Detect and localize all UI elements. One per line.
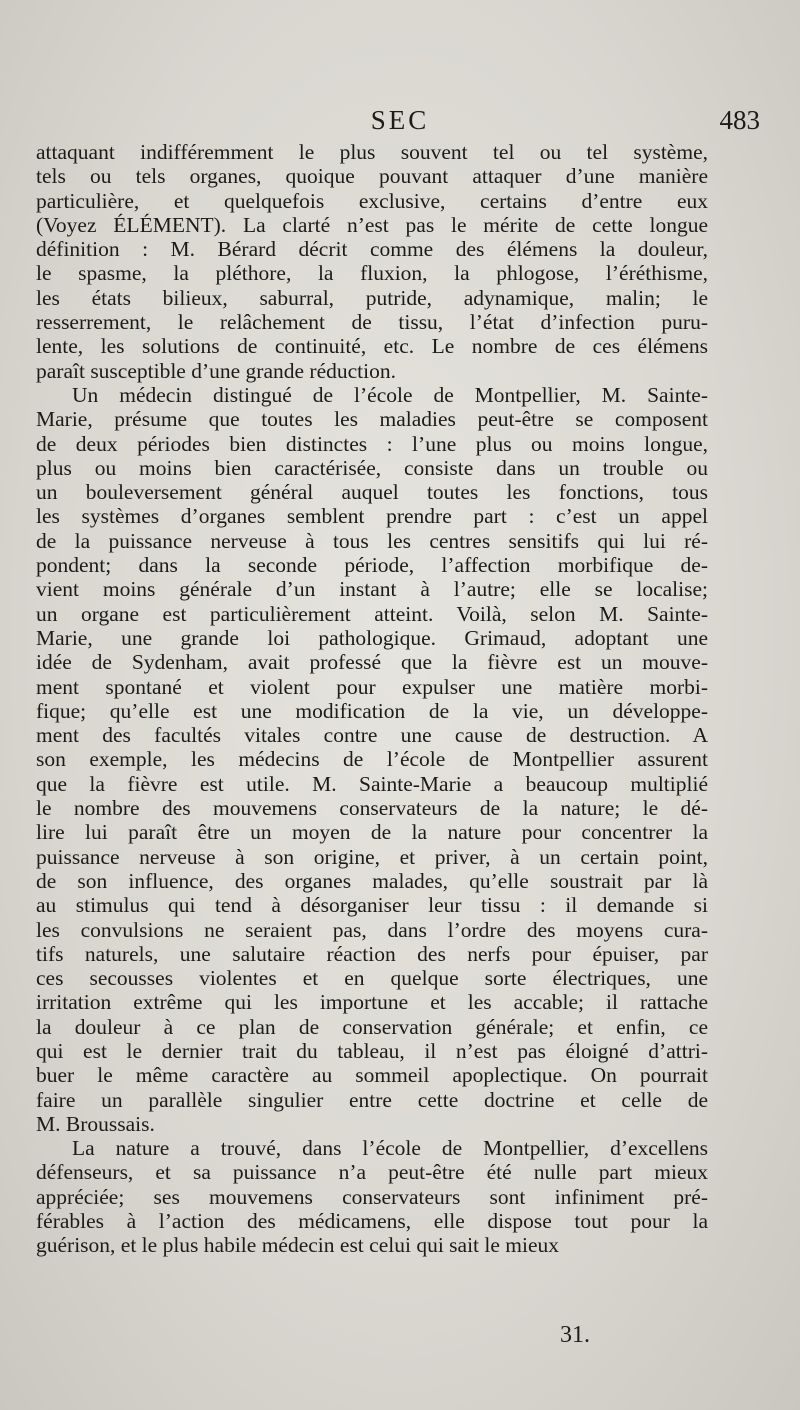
text-line: lente, les solutions de continuité, etc. Le nombre de ces élémens [36,334,708,359]
text-line: guérison, et le plus habile médecin est celui qui sait le mieux [36,1233,560,1258]
text-line: M. Broussais. [36,1111,155,1136]
text-line: idée de Sydenham, avait professé que la fièvre est un mouve- [36,650,708,675]
text-line: que la fièvre est utile. M. Sainte-Marie a beaucoup multiplié [36,771,708,796]
text-line: le spasme, la pléthore, la fluxion, la phlogose, l’éréthisme, [36,261,708,286]
text-line: un organe est particulièrement atteint. Voilà, selon M. Sainte- [36,601,708,626]
signature-mark: 31. [560,1322,590,1348]
text-line: ment spontané et violent pour expulser une matière morbi- [36,674,708,699]
text-line: (Voyez ÉLÉMENT). La clarté n’est pas le mérite de cette longue [36,212,708,237]
paragraph [36,383,708,1136]
text-line: tifs naturels, une salutaire réaction des nerfs pour épuiser, par [36,941,708,966]
text-line: les systèmes d’organes semblent prendre part : c’est un appel [36,504,708,529]
text-line: qui est le dernier trait du tableau, il n’est pas éloigné d’attri- [36,1038,708,1063]
text-line: férables à l’action des médicamens, elle dispose tout pour la [36,1209,708,1234]
text-line: pondent; dans la seconde période, l’affection morbifique de- [36,553,708,578]
text-line: de la puissance nerveuse à tous les centres sensitifs qui lui ré- [36,528,708,553]
text-line: vient moins générale d’un instant à l’autre; elle se localise; [36,577,708,602]
page-number: 483 [719,105,760,135]
text-line: appréciée; ses mouvemens conservateurs sont infiniment pré- [36,1184,708,1209]
paragraph [36,1136,708,1257]
text-line: Marie, une grande loi pathologique. Grimaud, adoptant une [36,625,708,650]
text-line: de deux périodes bien distinctes : l’une plus ou moins longue, [36,431,708,456]
text-line: fique; qu’elle est une modification de la vie, un développe- [36,698,708,723]
text-line: ces secousses violentes et en quelque sorte électriques, une [36,966,708,991]
text-line: ment des facultés vitales contre une cause de destruction. A [36,723,708,748]
text-line: tels ou tels organes, quoique pouvant attaquer d’une manière [36,164,708,189]
text-line: un bouleversement général auquel toutes les fonctions, tous [36,480,708,505]
text-line: faire un parallèle singulier entre cette doctrine et celle de [36,1087,708,1112]
text-line: irritation extrême qui les importune et les accable; il rattache [36,990,708,1015]
text-line: buer le même caractère au sommeil apoplectique. On pourrait [36,1063,708,1088]
text-line: les états bilieux, saburral, putride, adynamique, malin; le [36,285,708,310]
text-line: défenseurs, et sa puissance n’a peut-être été nulle part mieux [36,1160,708,1185]
text-line: particulière, et quelquefois exclusive, certains d’entre eux [36,188,708,213]
text-line: le nombre des mouvemens conservateurs de la nature; le dé- [36,796,708,821]
text-line: définition : M. Bérard décrit comme des élémens la douleur, [36,237,708,262]
text-line: Marie, présume que toutes les maladies peut-être se composent [36,407,708,432]
text-line: les convulsions ne seraient pas, dans l’ordre des moyens cura- [36,917,708,942]
text-line: attaquant indifféremment le plus souvent tel ou tel système, [36,140,708,164]
running-header [30,105,770,145]
text-line: plus ou moins bien caractérisée, consiste dans un trouble ou [36,455,708,480]
text-line: son exemple, les médecins de l’école de Montpellier assurent [36,747,708,772]
text-line: puissance nerveuse à son origine, et priver, à un certain point, [36,844,708,869]
text-line: Un médecin distingué de l’école de Montpellier, M. Sainte- [72,382,708,407]
text-line: resserrement, le relâchement de tissu, l’état d’infection puru- [36,310,708,335]
text-line: la douleur à ce plan de conservation générale; et enfin, ce [36,1014,708,1039]
text-line: La nature a trouvé, dans l’école de Montpellier, d’excellens [72,1136,708,1161]
text-line: paraît susceptible d’une grande réduction. [36,358,396,383]
paragraph [36,140,708,383]
body-text [36,140,708,1258]
running-head-title: SEC [370,105,430,135]
text-line: lire lui paraît être un moyen de la nature pour concentrer la [36,820,708,845]
text-line: de son influence, des organes malades, qu’elle soustrait par là [36,868,708,893]
text-line: au stimulus qui tend à désorganiser leur tissu : il demande si [36,893,708,918]
